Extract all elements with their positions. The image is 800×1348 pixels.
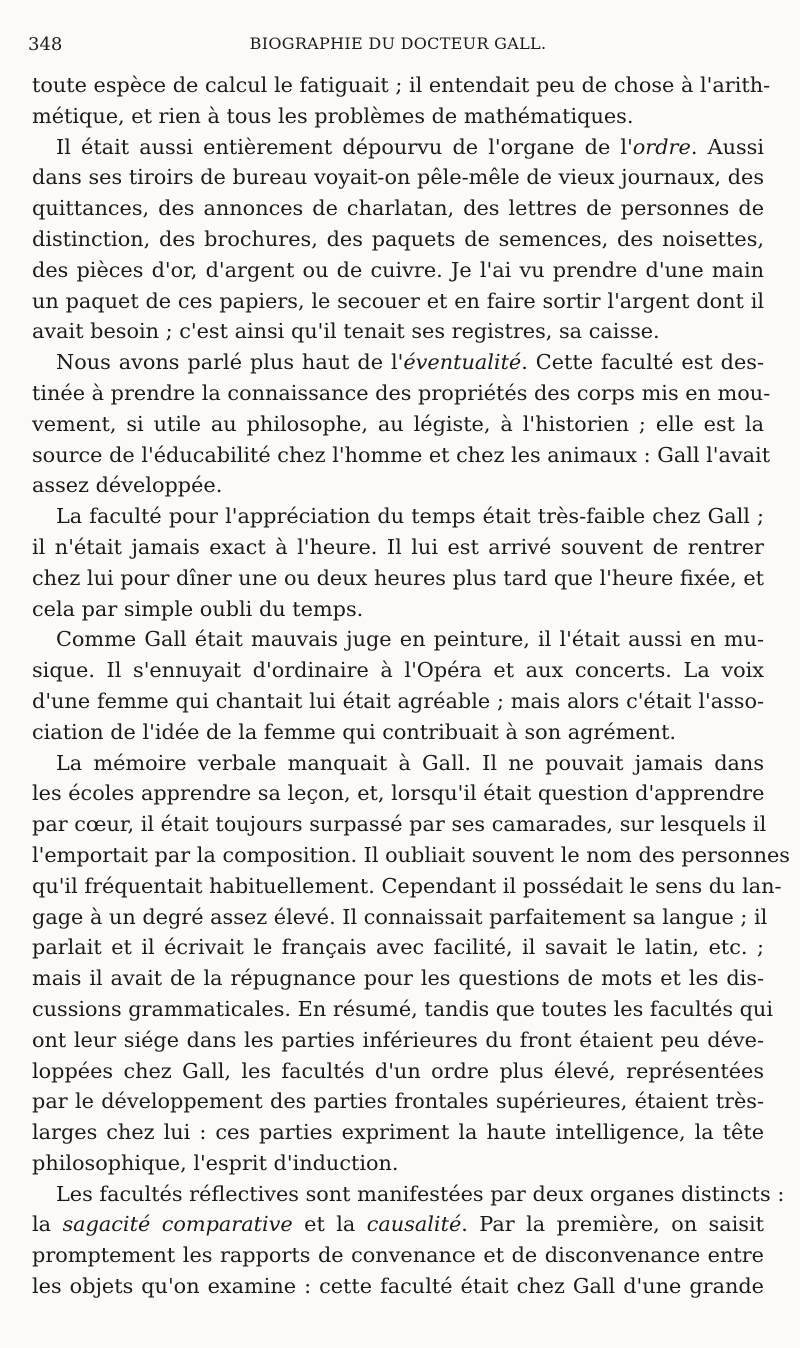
text-line: philosophique, l'esprit d'induction. <box>32 1150 399 1175</box>
text-line: Nous avons parlé plus haut de l'éventualité. Cette faculté est des- <box>56 350 764 375</box>
text-line: mais il avait de la répugnance pour les questions de mots et les dis- <box>32 966 764 991</box>
text-line: l'emportait par la composition. Il oubliait souvent le nom des personnes <box>32 842 790 867</box>
page-header <box>28 34 768 58</box>
text-line: La mémoire verbale manquait à Gall. Il ne pouvait jamais dans <box>56 750 764 775</box>
text-line: Il était aussi entièrement dépourvu de l'organe de l'ordre. Aussi <box>56 134 764 159</box>
page-number: 348 <box>28 34 63 55</box>
text-line: parlait et il écrivait le français avec facilité, il savait le latin, etc. ; <box>32 935 764 960</box>
text-line: d'une femme qui chantait lui était agréable ; mais alors c'était l'asso- <box>32 688 764 713</box>
text-line: quittances, des annonces de charlatan, des lettres de personnes de <box>32 196 764 221</box>
text-line: sique. Il s'ennuyait d'ordinaire à l'Opéra et aux concerts. La voix <box>32 658 764 683</box>
text-line: assez développée. <box>32 473 223 498</box>
text-line: des pièces d'or, d'argent ou de cuivre. Je l'ai vu prendre d'une main <box>32 257 764 282</box>
text-line: un paquet de ces papiers, le secouer et en faire sortir l'argent dont il <box>32 288 764 313</box>
paragraph <box>32 347 771 501</box>
paragraph <box>32 501 764 624</box>
text-line: les objets qu'on examine : cette faculté était chez Gall d'une grande <box>32 1274 764 1299</box>
text-line: toute espèce de calcul le fatiguait ; il entendait peu de chose à l'arith- <box>32 73 771 97</box>
text-line: ciation de l'idée de la femme qui contribuait à son agrément. <box>32 719 677 744</box>
text-line: qu'il fréquentait habituellement. Cependant il possédait le sens du lan- <box>32 873 782 898</box>
text-line: tinée à prendre la connaissance des propriétés des corps mis en mou- <box>32 380 771 405</box>
text-line: cela par simple oubli du temps. <box>32 596 364 621</box>
text-line: source de l'éducabilité chez l'homme et chez les animaux : Gall l'avait <box>32 442 771 467</box>
text-line: par le développement des parties frontales supérieures, étaient très- <box>32 1089 764 1114</box>
text-line: Les facultés réflectives sont manifestées par deux organes distincts : <box>56 1181 785 1206</box>
paragraph <box>32 748 790 1179</box>
text-line: vement, si utile au philosophe, au légiste, à l'historien ; elle est la <box>32 411 764 436</box>
text-line: gage à un degré assez élevé. Il connaissait parfaitement sa langue ; il <box>32 904 768 929</box>
text-line: promptement les rapports de convenance et de disconvenance entre <box>32 1243 764 1268</box>
body-text <box>32 70 790 1302</box>
text-line: Comme Gall était mauvais juge en peinture, il l'était aussi en mu- <box>56 627 764 652</box>
text-line: les écoles apprendre sa leçon, et, lorsqu'il était question d'apprendre <box>32 781 765 806</box>
text-line: loppées chez Gall, les facultés d'un ordre plus élevé, représentées <box>32 1058 764 1083</box>
text-line: la sagacité comparative et la causalité. Par la première, on saisit <box>32 1212 764 1237</box>
text-line: il n'était jamais exact à l'heure. Il lui est arrivé souvent de rentrer <box>32 534 764 559</box>
text-line: dans ses tiroirs de bureau voyait-on pêle-mêle de vieux journaux, des <box>32 165 764 190</box>
text-line: par cœur, il était toujours surpassé par ses camarades, sur lesquels il <box>32 812 767 837</box>
paragraph <box>32 624 764 747</box>
text-line: cussions grammaticales. En résumé, tandis que toutes les facultés qui <box>32 996 773 1021</box>
paragraph <box>32 132 764 348</box>
running-title: BIOGRAPHIE DU DOCTEUR GALL. <box>249 34 547 53</box>
paragraph <box>32 70 771 132</box>
text-line: ont leur siége dans les parties inférieures du front étaient peu déve- <box>32 1027 764 1052</box>
text-line: larges chez lui : ces parties expriment la haute intelligence, la tête <box>32 1120 764 1145</box>
text-line: métique, et rien à tous les problèmes de mathématiques. <box>32 103 634 128</box>
text-line: chez lui pour dîner une ou deux heures plus tard que l'heure fixée, et <box>32 565 764 590</box>
text-line: La faculté pour l'appréciation du temps était très-faible chez Gall ; <box>56 504 764 529</box>
paragraph <box>32 1179 785 1302</box>
text-line: distinction, des brochures, des paquets de semences, des noisettes, <box>32 226 764 251</box>
text-line: avait besoin ; c'est ainsi qu'il tenait ses registres, sa caisse. <box>32 319 660 344</box>
